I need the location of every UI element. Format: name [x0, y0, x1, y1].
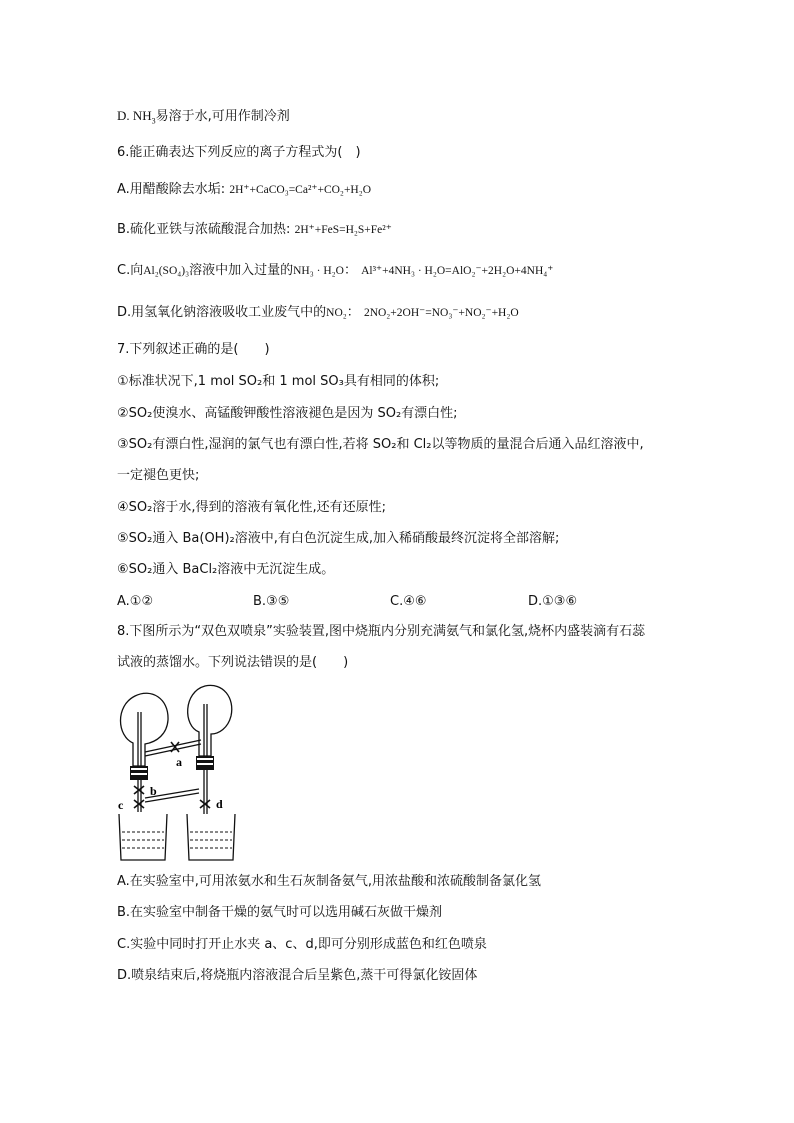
q5-option-d-prefix: D. NH	[117, 108, 152, 123]
q6-option-d-colon: ：	[346, 305, 360, 320]
q8-stem-2: 试液的蒸馏水。下列说法错误的是( )	[117, 655, 349, 670]
q7-statement-4: ④SO₂溶于水,得到的溶液有氧化性,还有还原性;	[117, 500, 386, 515]
label-d: d	[216, 797, 223, 811]
left-beaker	[119, 814, 167, 860]
q6-option-b	[117, 220, 392, 240]
q8-option-b: B.在实验室中制备干燥的氨气时可以选用碱石灰做干燥剂	[117, 905, 443, 920]
q6-option-d-text: D.用氢氧化钠溶液吸收工业废气中的	[117, 305, 327, 320]
q6-option-d	[117, 303, 519, 323]
q8-option-a: A.在实验室中,可用浓氨水和生石灰制备氨气,用浓盐酸和浓硫酸制备氯化氢	[117, 874, 542, 889]
q6-option-c-colon: ：	[343, 263, 357, 278]
q6-option-b-text: B.硫化亚铁与浓硫酸混合加热:	[117, 222, 291, 237]
q8-option-c: C.实验中同时打开止水夹 a、c、d,即可分别形成蓝色和红色喷泉	[117, 937, 487, 952]
q7-statement-5: ⑤SO₂通入 Ba(OH)₂溶液中,有白色沉淀生成,加入稀硝酸最终沉淀将全部溶解;	[117, 531, 560, 546]
q6-option-c	[117, 261, 553, 281]
q6-option-a-equation: 2H⁺+CaCO₃=Ca²⁺+CO₂+H₂O	[229, 184, 372, 196]
q5-option-d-sub: 3	[151, 116, 156, 126]
q7-option-c: C.④⑥	[390, 594, 427, 609]
q6-option-c-text-1: C.向	[117, 263, 144, 278]
double-fountain-apparatus-diagram	[113, 682, 253, 867]
q5-option-d	[117, 106, 290, 127]
q6-option-c-reagent-2: NH₃ · H₂O	[293, 265, 344, 277]
q7-statement-6: ⑥SO₂通入 BaCl₂溶液中无沉淀生成。	[117, 562, 335, 577]
q6-option-d-equation: 2NO₂+2OH⁻=NO₃⁻+NO₂⁻+H₂O	[363, 307, 519, 319]
q6-stem: 6.能正确表达下列反应的离子方程式为( )	[117, 145, 361, 160]
q8-option-d: D.喷泉结束后,将烧瓶内溶液混合后呈紫色,蒸干可得氯化铵固体	[117, 968, 478, 983]
q7-option-b: B.③⑤	[253, 594, 290, 609]
q6-option-a-text: A.用醋酸除去水垢:	[117, 182, 226, 197]
label-b: b	[150, 784, 157, 798]
q7-statement-1: ①标准状况下,1 mol SO₂和 1 mol SO₃具有相同的体积;	[117, 374, 440, 389]
q7-statement-3a: ③SO₂有漂白性,湿润的氯气也有漂白性,若将 SO₂和 Cl₂以等物质的量混合后通入品红溶液中,	[117, 437, 644, 452]
q7-stem: 7.下列叙述正确的是( )	[117, 342, 270, 357]
q7-statement-3b: 一定褪色更快;	[117, 468, 200, 483]
left-flask	[121, 693, 169, 766]
q6-option-c-reagent: Al₂(SO₄)₃	[143, 265, 190, 277]
q6-option-c-text-2: 溶液中加入过量的	[189, 263, 294, 278]
q5-option-d-text: 易溶于水,可用作制冷剂	[155, 109, 290, 124]
q7-statement-2: ②SO₂使溴水、高锰酸钾酸性溶液褪色是因为 SO₂有漂白性;	[117, 406, 458, 421]
q8-stem-1: 8.下图所示为“双色双喷泉”实验装置,图中烧瓶内分别充满氨气和氯化氢,烧杯内盛装滴有石蕊	[117, 624, 646, 639]
q6-option-c-equation: Al³⁺+4NH₃ · H₂O=AlO₂⁻+2H₂O+4NH₄⁺	[361, 265, 554, 277]
q7-option-a: A.①②	[117, 594, 154, 609]
q6-option-a	[117, 180, 371, 200]
q7-option-d: D.①③⑥	[528, 594, 578, 609]
q6-option-b-equation: 2H⁺+FeS=H₂S+Fe²⁺	[294, 224, 392, 236]
label-c: c	[118, 798, 124, 812]
right-beaker	[187, 814, 235, 860]
label-a: a	[176, 755, 182, 769]
q6-option-d-reagent: NO₂	[326, 307, 347, 319]
